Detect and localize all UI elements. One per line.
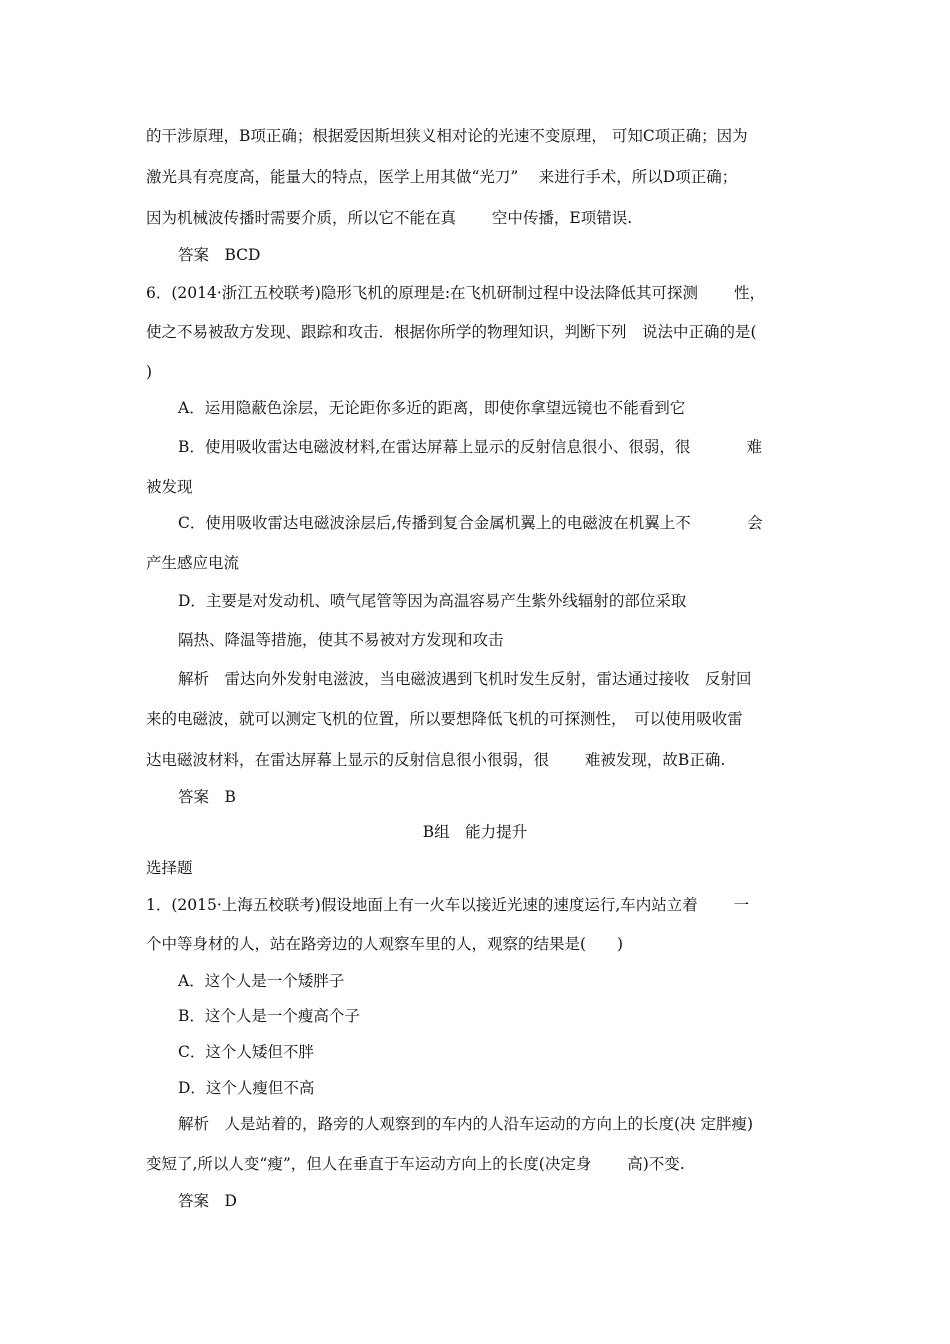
text-line: )	[146, 363, 153, 381]
text-line: 激光具有亮度高，能量大的特点，医学上用其做“光刀” 来进行手术，所以D项正确；	[146, 168, 738, 186]
analysis-line: 解析 人是站着的，路旁的人观察到的车内的人沿车运动的方向上的长度(决 定胖瘦)	[178, 1115, 754, 1133]
option-line: C．使用吸收雷达电磁波涂层后,传播到复合金属机翼上的电磁波在机翼上不 会	[178, 514, 763, 532]
section-title: B组 能力提升	[422, 823, 528, 841]
text-line: 隔热、降温等措施，使其不易被对方发现和攻击	[178, 631, 504, 649]
question-line: 6．(2014·浙江五校联考)隐形飞机的原理是:在飞机研制过程中设法降低其可探测 性，	[146, 284, 765, 302]
text-line: 的干涉原理，B项正确；根据爱因斯坦狭义相对论的光速不变原理， 可知C项正确；因为	[146, 127, 748, 145]
option-line: B．这个人是一个瘦高个子	[178, 1007, 360, 1025]
section-subtitle: 选择题	[146, 859, 193, 877]
answer-line: 答案 D	[178, 1192, 237, 1210]
question-line: 1．(2015·上海五校联考)假设地面上有一火车以接近光速的速度运行,车内站立着 一	[146, 896, 750, 914]
text-line: 使之不易被敌方发现、跟踪和攻击．根据你所学的物理知识，判断下列 说法中正确的是(	[146, 323, 757, 341]
option-line: B．使用吸收雷达电磁波材料,在雷达屏幕上显示的反射信息很小、很弱，很 难	[178, 438, 763, 456]
text-line: 达电磁波材料，在雷达屏幕上显示的反射信息很小很弱，很 难被发现，故B正确.	[146, 751, 726, 769]
option-line: C．这个人矮但不胖	[178, 1043, 314, 1061]
text-line: 变短了,所以人变“瘦”，但人在垂直于车运动方向上的长度(决定身 高)不变.	[146, 1155, 685, 1173]
text-line: 因为机械波传播时需要介质，所以它不能在真 空中传播，E项错误.	[146, 209, 633, 227]
option-line: A．运用隐蔽色涂层，无论距你多近的距离，即使你拿望远镜也不能看到它	[178, 399, 686, 417]
text-line: 个中等身材的人，站在路旁边的人观察车里的人，观察的结果是( )	[146, 935, 624, 953]
text-line: 产生感应电流	[146, 554, 240, 572]
text-line: 来的电磁波，就可以测定飞机的位置，所以要想降低飞机的可探测性， 可以使用吸收雷	[146, 710, 743, 728]
option-line: A．这个人是一个矮胖子	[178, 972, 345, 990]
answer-line: 答案 BCD	[178, 246, 261, 264]
answer-line: 答案 B	[178, 788, 236, 806]
text-line: 被发现	[146, 478, 193, 496]
option-line: D．这个人瘦但不高	[178, 1079, 315, 1097]
analysis-line: 解析 雷达向外发射电滋波，当电磁波遇到飞机时发生反射，雷达通过接收 反射回	[178, 670, 752, 688]
option-line: D．主要是对发动机、喷气尾管等因为高温容易产生紫外线辐射的部位采取	[178, 592, 687, 610]
